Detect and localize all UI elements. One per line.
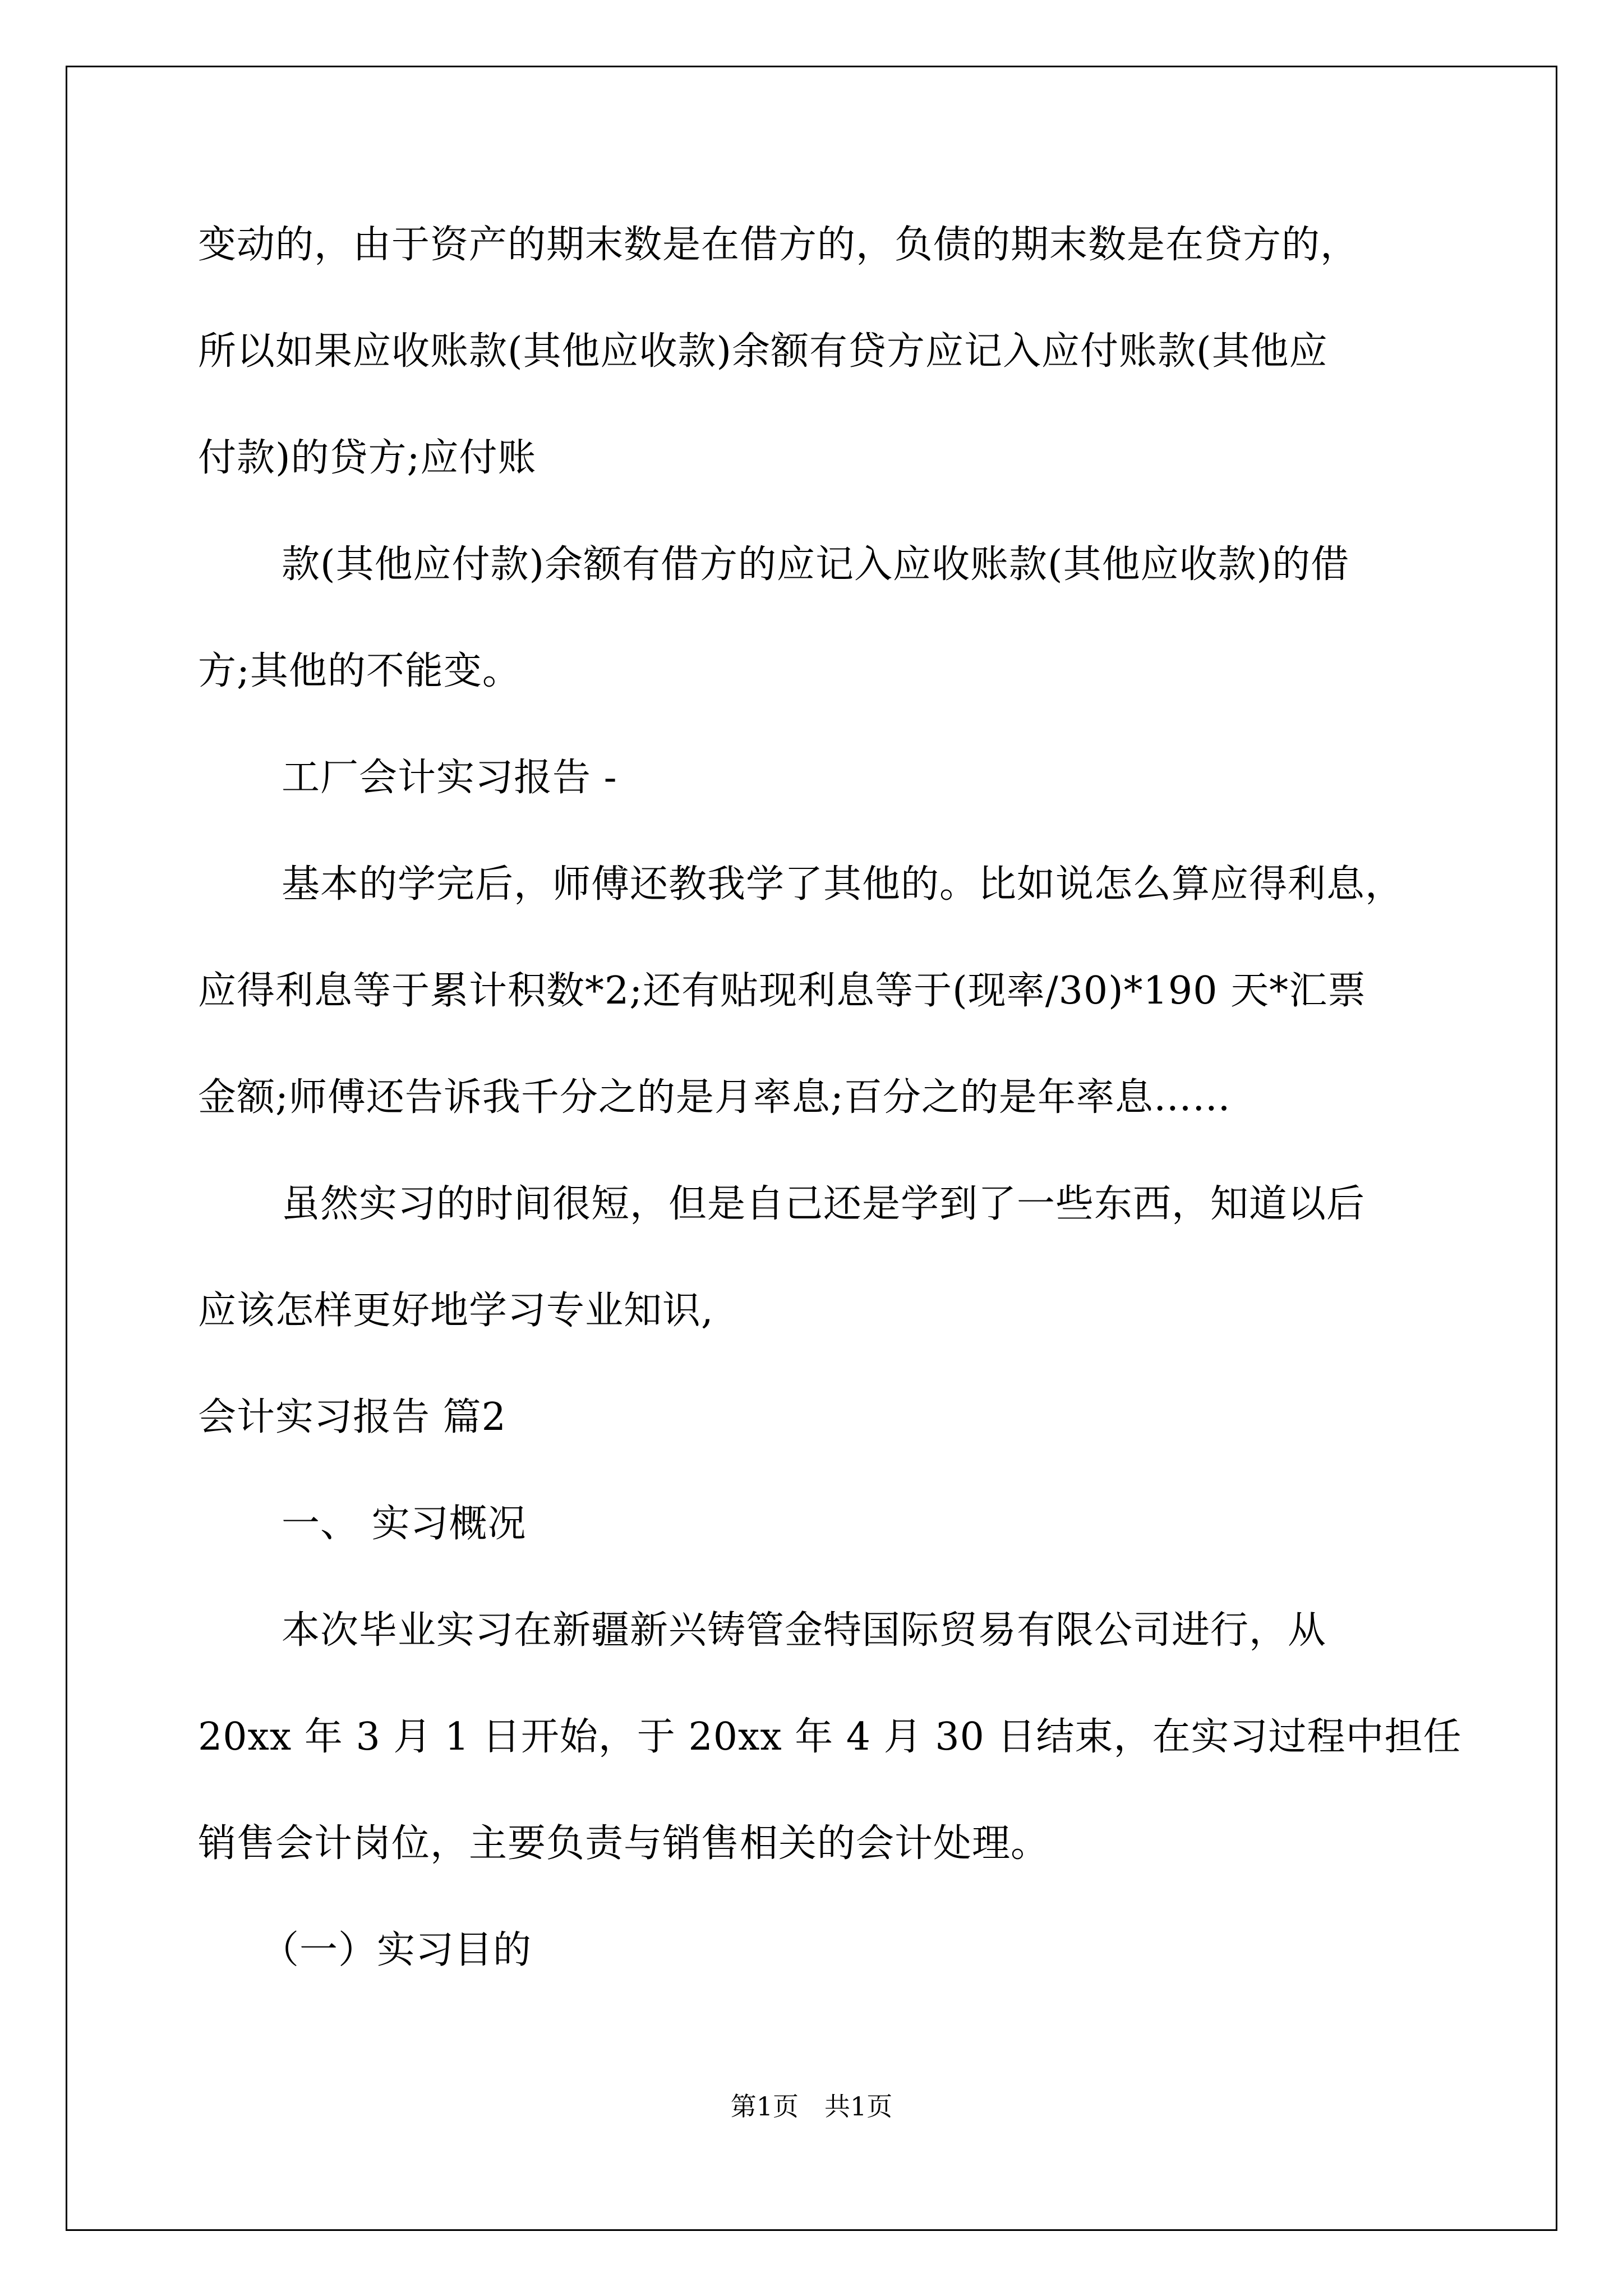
section-heading: （一）实习目的: [261, 1928, 532, 1972]
section-heading: 一、 实习概况: [282, 1502, 527, 1546]
text-line: 金额;师傅还告诉我千分之的是月率息;百分之的是年率息……: [198, 1075, 1231, 1120]
text-line: 虽然实习的时间很短，但是自己还是学到了一些东西，知道以后: [282, 1182, 1366, 1226]
chapter-title: 会计实习报告 篇2: [198, 1395, 506, 1439]
text-line: 变动的，由于资产的期末数是在借方的，负债的期末数是在贷方的，: [198, 223, 1359, 267]
text-line: 20xx 年 3 月 1 日开始，于 20xx 年 4 月 30 日结束，在实习过程中担任: [198, 1715, 1462, 1759]
page-border: [66, 66, 1557, 2231]
text-line: 销售会计岗位，主要负责与销售相关的会计处理。: [198, 1821, 1050, 1866]
page-number-footer: 第1页 共1页: [730, 2091, 893, 2122]
text-line: 方;其他的不能变。: [198, 649, 521, 693]
section-heading: 工厂会计实习报告 -: [282, 756, 617, 800]
text-line: 本次毕业实习在新疆新兴铸管金特国际贸易有限公司进行，从: [282, 1608, 1327, 1653]
text-line: 应得利息等于累计积数*2;还有贴现利息等于(现率/30)*190 天*汇票: [198, 969, 1367, 1013]
text-line: 基本的学完后，师傅还教我学了其他的。比如说怎么算应得利息，: [282, 862, 1404, 907]
text-line: 款(其他应付款)余额有借方的应记入应收账款(其他应收款)的借: [282, 542, 1350, 587]
text-line: 应该怎样更好地学习专业知识,: [198, 1289, 714, 1333]
text-line: 付款)的贷方;应付账: [198, 436, 537, 480]
text-line: 所以如果应收账款(其他应收款)余额有贷方应记入应付账款(其他应: [198, 329, 1328, 374]
